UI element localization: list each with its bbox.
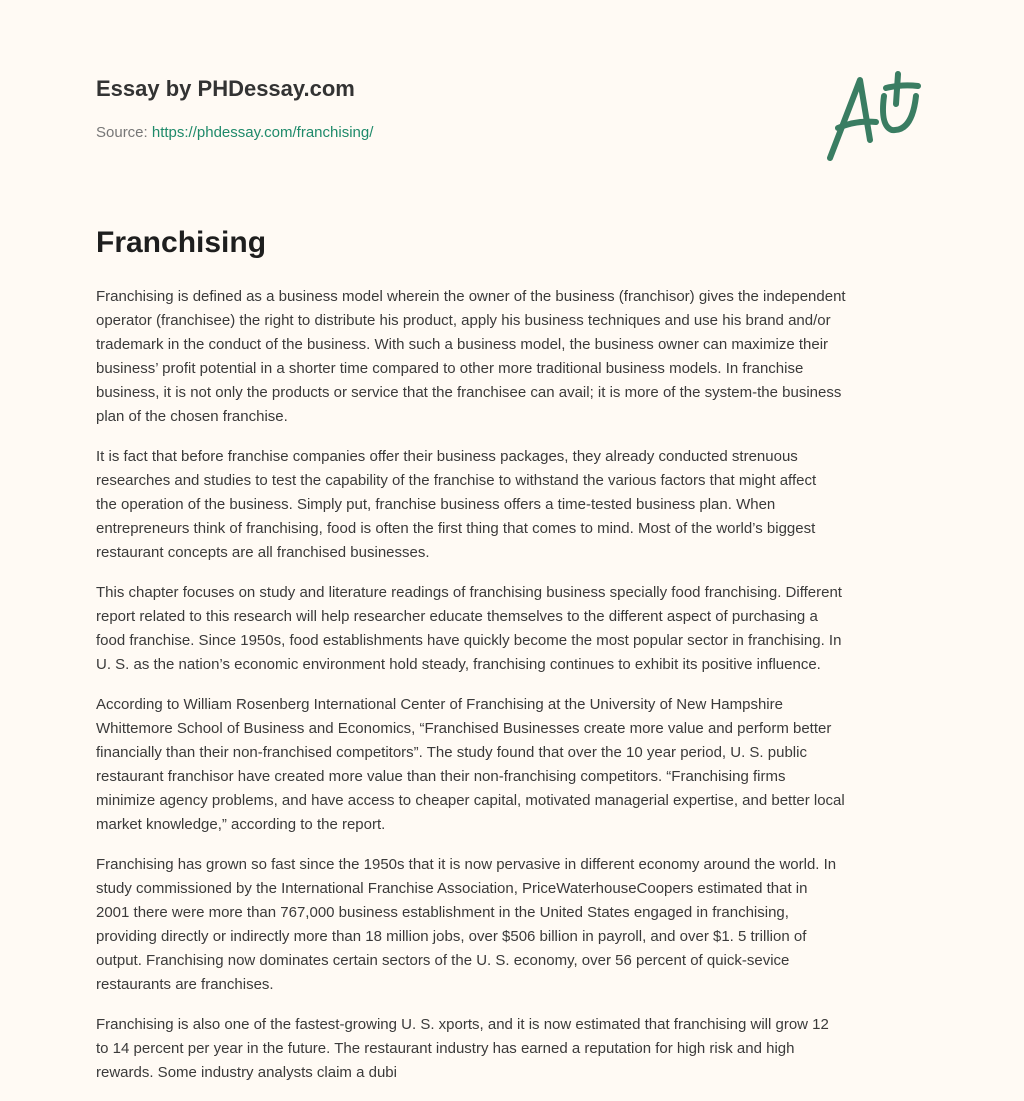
essay-paragraph bbox=[96, 693, 936, 837]
paragraph-line: researches and studies to test the capability of the franchise to withstand the various factors that might affect bbox=[96, 472, 817, 489]
site-title: Essay by PHDessay.com bbox=[96, 76, 355, 101]
paragraph-line: business, it is not only the products or service that the franchisee can avail; it is more of the system-the business bbox=[96, 384, 842, 401]
a-plus-logo-icon bbox=[818, 66, 928, 166]
paragraph-line: the operation of the business. Simply put, franchise business offers a time-tested business plan. When bbox=[96, 496, 776, 513]
source-link[interactable]: https://phdessay.com/franchising/ bbox=[151, 124, 374, 141]
essay-paragraph bbox=[96, 285, 936, 429]
essay-paragraph bbox=[96, 581, 936, 677]
paragraph-line: It is fact that before franchise companies offer their business packages, they already conducted strenuous bbox=[96, 448, 798, 465]
paragraph-line: report related to this research will help researcher educate themselves to the different aspect of purchasing a bbox=[96, 608, 818, 625]
paragraph-line: This chapter focuses on study and literature readings of franchising business specially food franchising. Different bbox=[96, 584, 842, 601]
paragraph-line: According to William Rosenberg International Center of Franchising at the University of New Hampshire bbox=[96, 696, 783, 713]
paragraph-line: output. Franchising now dominates certain sectors of the U. S. economy, over 56 percent of quick-sevice bbox=[96, 952, 790, 969]
paragraph-line: restaurant franchisor have created more value than their non-franchising competitors. “Franchising firms bbox=[96, 768, 786, 785]
paragraph-line: U. S. as the nation’s economic environment hold steady, franchising continues to exhibit its positive influence. bbox=[96, 656, 821, 673]
paragraph-line: Franchising is defined as a business model wherein the owner of the business (franchisor) gives the independent bbox=[96, 288, 846, 305]
paragraph-line: entrepreneurs think of franchising, food is often the first thing that comes to mind. Most of the world’s biggest bbox=[96, 520, 816, 537]
paragraph-line: restaurants are franchises. bbox=[96, 976, 274, 993]
paragraph-line: providing directly or indirectly more than 18 million jobs, over $506 billion in payroll, and over $1. 5 trillion of bbox=[96, 928, 807, 945]
essay-title: Franchising bbox=[96, 226, 267, 259]
source-line bbox=[96, 124, 373, 141]
source-label: Source: bbox=[96, 124, 148, 141]
paragraph-line: financially than their non-franchised competitors”. The study found that over the 10 year period, U. S. public bbox=[96, 744, 807, 761]
paragraph-line: to 14 percent per year in the future. The restaurant industry has earned a reputation for high risk and high bbox=[96, 1040, 795, 1057]
paragraph-line: business’ profit potential in a shorter time compared to other more traditional business models. In franchise bbox=[96, 360, 804, 377]
essay-body bbox=[96, 285, 936, 1101]
paragraph-line: restaurant concepts are all franchised businesses. bbox=[96, 544, 430, 561]
paragraph-line: study commissioned by the International Franchise Association, PriceWaterhouseCoopers estimated that in bbox=[96, 880, 808, 897]
paragraph-line: Franchising is also one of the fastest-growing U. S. xports, and it is now estimated that franchising will grow 12 bbox=[96, 1016, 829, 1033]
paragraph-line: operator (franchisee) the right to distribute his product, apply his business techniques and use his brand and/or bbox=[96, 312, 831, 329]
paragraph-line: market knowledge,” according to the report. bbox=[96, 816, 386, 833]
paragraph-line: Franchising has grown so fast since the 1950s that it is now pervasive in different economy around the world. In bbox=[96, 856, 837, 873]
paragraph-line: 2001 there were more than 767,000 business establishment in the United States engaged in franchising, bbox=[96, 904, 789, 921]
paragraph-line: food franchise. Since 1950s, food establishments have quickly become the most popular sector in franchising. In bbox=[96, 632, 842, 649]
paragraph-line: plan of the chosen franchise. bbox=[96, 408, 288, 425]
essay-paragraph bbox=[96, 853, 936, 997]
paragraph-line: rewards. Some industry analysts claim a dubi bbox=[96, 1064, 397, 1081]
paragraph-line: Whittemore School of Business and Economics, “Franchised Businesses create more value and perform better bbox=[96, 720, 832, 737]
essay-paragraph bbox=[96, 1013, 936, 1085]
paragraph-line: trademark in the conduct of the business. With such a business model, the business owner can maximize their bbox=[96, 336, 829, 353]
paragraph-line: minimize agency problems, and have access to cheaper capital, motivated managerial expertise, and better local bbox=[96, 792, 845, 809]
essay-paragraph bbox=[96, 445, 936, 565]
